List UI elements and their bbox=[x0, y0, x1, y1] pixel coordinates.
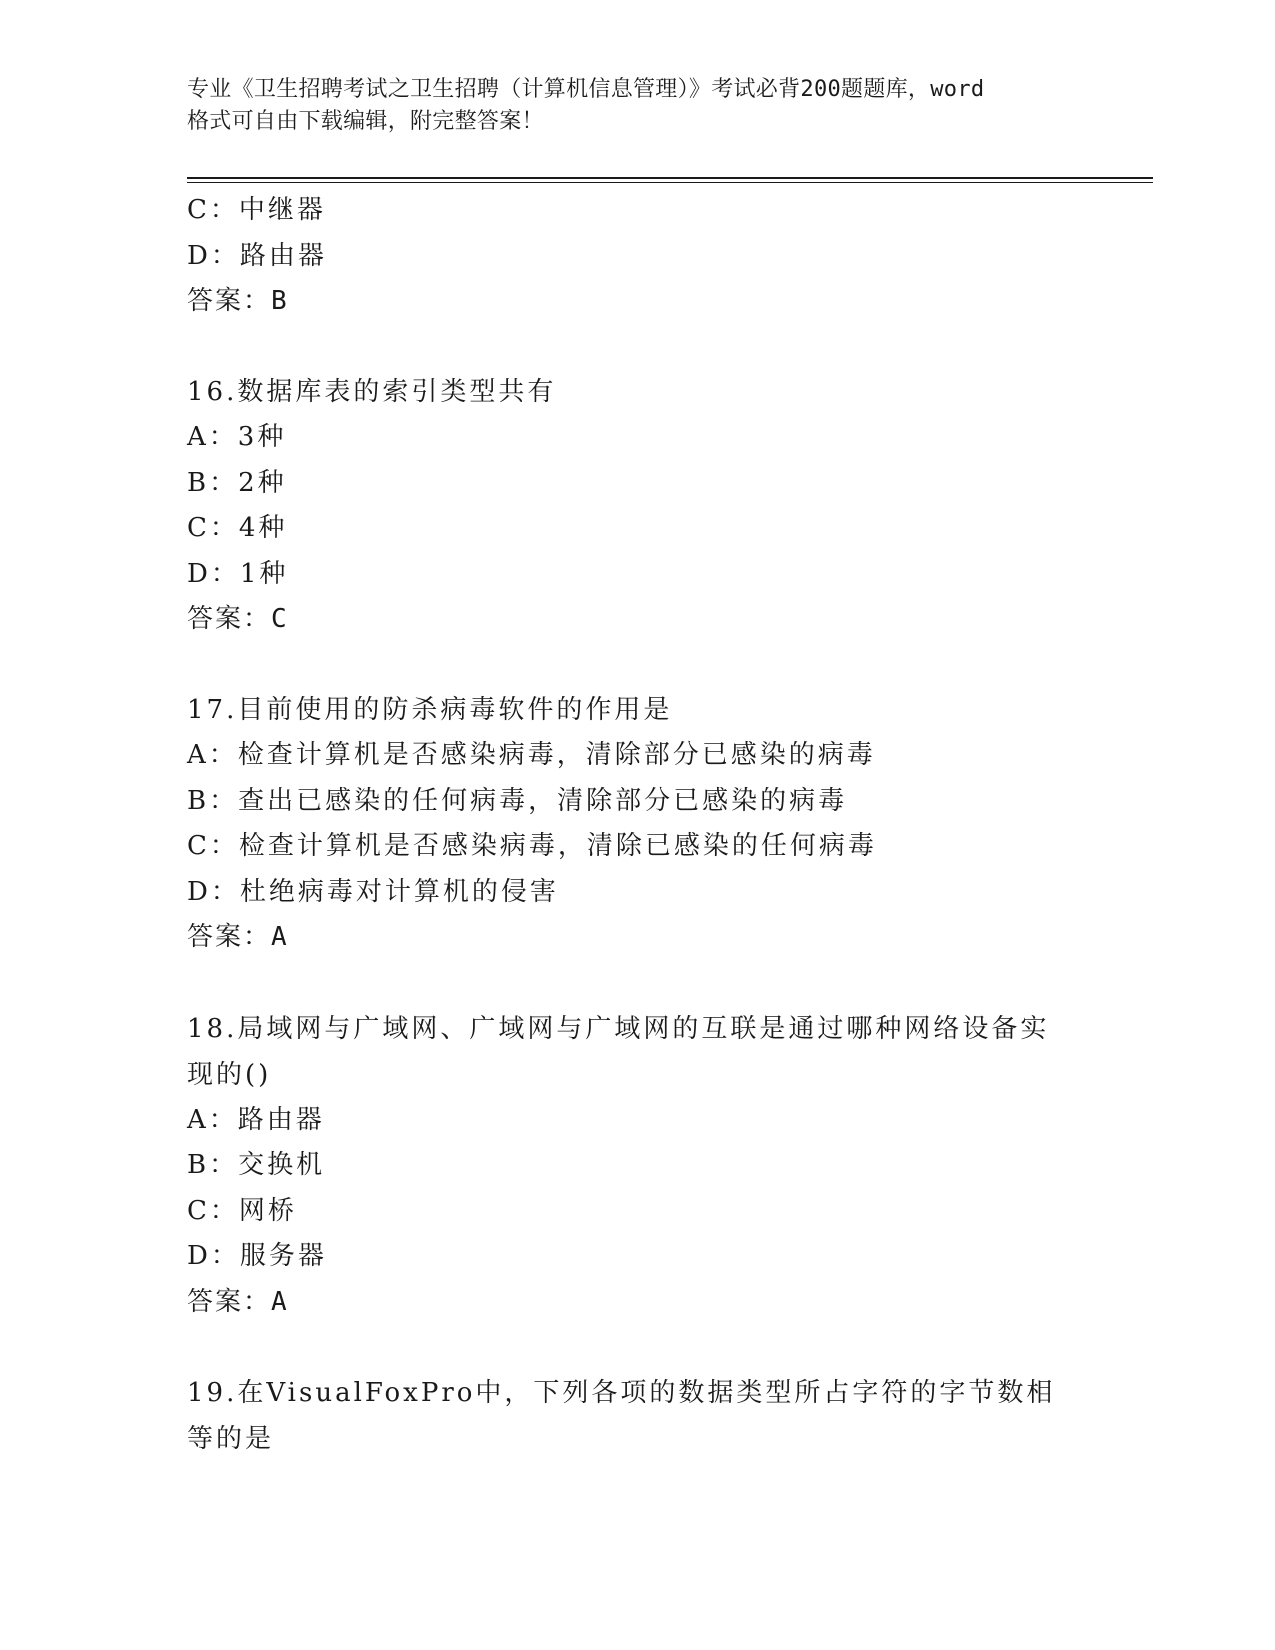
header-line-1: 专业《卫生招聘考试之卫生招聘（计算机信息管理）》考试必背200题题库，word bbox=[187, 77, 985, 102]
question-text: 16.数据库表的索引类型共有 bbox=[187, 376, 557, 407]
option-b: B：交换机 bbox=[187, 1150, 326, 1180]
header-divider-thick bbox=[187, 177, 1153, 179]
question-16-block bbox=[187, 370, 1087, 643]
spacer bbox=[187, 643, 1087, 688]
question-text: 19.在VisualFoxPro中，下列各项的数据类型所占字符的字节数相等的是 bbox=[187, 1378, 1056, 1454]
option-c: C：中继器 bbox=[187, 195, 326, 225]
option-a: A：检查计算机是否感染病毒，清除部分已感染的病毒 bbox=[187, 740, 876, 770]
question-18-block bbox=[187, 1006, 1087, 1326]
option-b: B：2种 bbox=[187, 467, 287, 498]
document-header bbox=[187, 74, 1087, 138]
option-a: A：3种 bbox=[187, 422, 287, 452]
option-a: A：路由器 bbox=[187, 1104, 325, 1135]
question-19-block bbox=[187, 1370, 1087, 1462]
option-d: D：路由器 bbox=[187, 240, 327, 271]
spacer bbox=[187, 325, 1087, 370]
question-text: 17.目前使用的防杀病毒软件的作用是 bbox=[187, 694, 673, 725]
answer-line: 答案：A bbox=[187, 1286, 289, 1317]
answer-line: 答案：B bbox=[187, 286, 289, 316]
header-divider-thin bbox=[187, 182, 1153, 183]
option-d: D：杜绝病毒对计算机的侵害 bbox=[187, 876, 559, 907]
question-17-block bbox=[187, 688, 1087, 961]
question-text: 18.局域网与广域网、广域网与广域网的互联是通过哪种网络设备实现的() bbox=[187, 1013, 1050, 1090]
option-c: C：4种 bbox=[187, 513, 288, 543]
answer-line: 答案：C bbox=[187, 604, 289, 634]
option-c: C：网桥 bbox=[187, 1195, 297, 1226]
option-c: C：检查计算机是否感染病毒，清除已感染的任何病毒 bbox=[187, 831, 877, 861]
option-b: B：查出已感染的任何病毒，清除部分已感染的病毒 bbox=[187, 785, 848, 816]
option-d: D：服务器 bbox=[187, 1241, 327, 1271]
header-line-2: 格式可自由下载编辑，附完整答案！ bbox=[187, 109, 544, 134]
question-content bbox=[187, 188, 1087, 1462]
spacer bbox=[187, 961, 1087, 1006]
spacer bbox=[187, 1325, 1087, 1370]
option-d: D：1种 bbox=[187, 558, 289, 589]
answer-line: 答案：A bbox=[187, 922, 289, 952]
question-15-block bbox=[187, 188, 1087, 325]
